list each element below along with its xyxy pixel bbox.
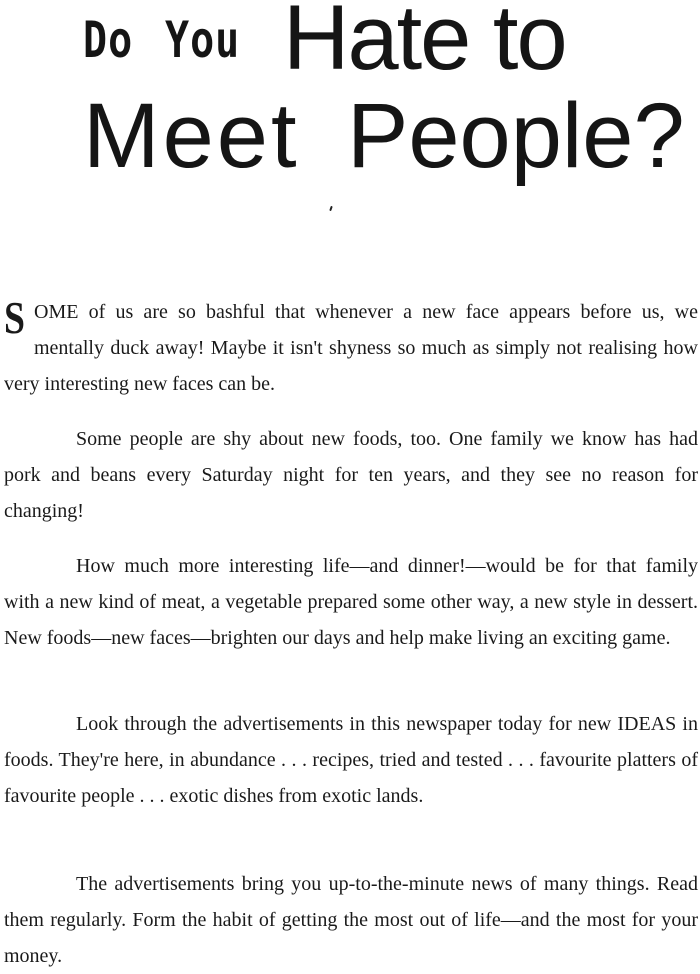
article-paragraph-5: The advertisements bring you up-to-the-minute news of many things. Read them regularly. Form the habit of getting the most out of life—and the most for your money.: [4, 873, 698, 967]
drop-cap: S: [4, 292, 25, 343]
article-paragraph-4: Look through the advertisements in this newspaper today for new IDEAS in foods. They're here, in abundance . . . recipes, tried and tested . . . favourite platters of favourite people . . . exotic dishes from exotic lands.: [4, 713, 698, 807]
article-paragraph-3: How much more interesting life—and dinner!—would be for that family with a new kind of meat, a vegetable prepared some other way, a new style in dessert. New foods—new faces—brighten our days and help make living an exciting game.: [4, 555, 698, 649]
headline-word-meet: Meet: [83, 85, 300, 187]
headline-word-you: You: [165, 12, 241, 70]
headline-word-people: People?: [347, 85, 685, 187]
headline-words-hate-to: Hate to: [283, 0, 566, 89]
article-paragraph-2: Some people are shy about new foods, too. One family we know has had pork and beans every Saturday night for ten years, and they see no reason for changing!: [4, 428, 698, 522]
headline: [0, 0, 700, 220]
paragraph-1-text: OME of us are so bashful that whenever a new face appears before us, we mentally duck away! Maybe it isn't shyness so much as simply not realising how very interesting new faces can be.: [4, 301, 698, 395]
article-paragraph-1: [4, 294, 698, 402]
headline-word-do: Do: [83, 12, 134, 70]
